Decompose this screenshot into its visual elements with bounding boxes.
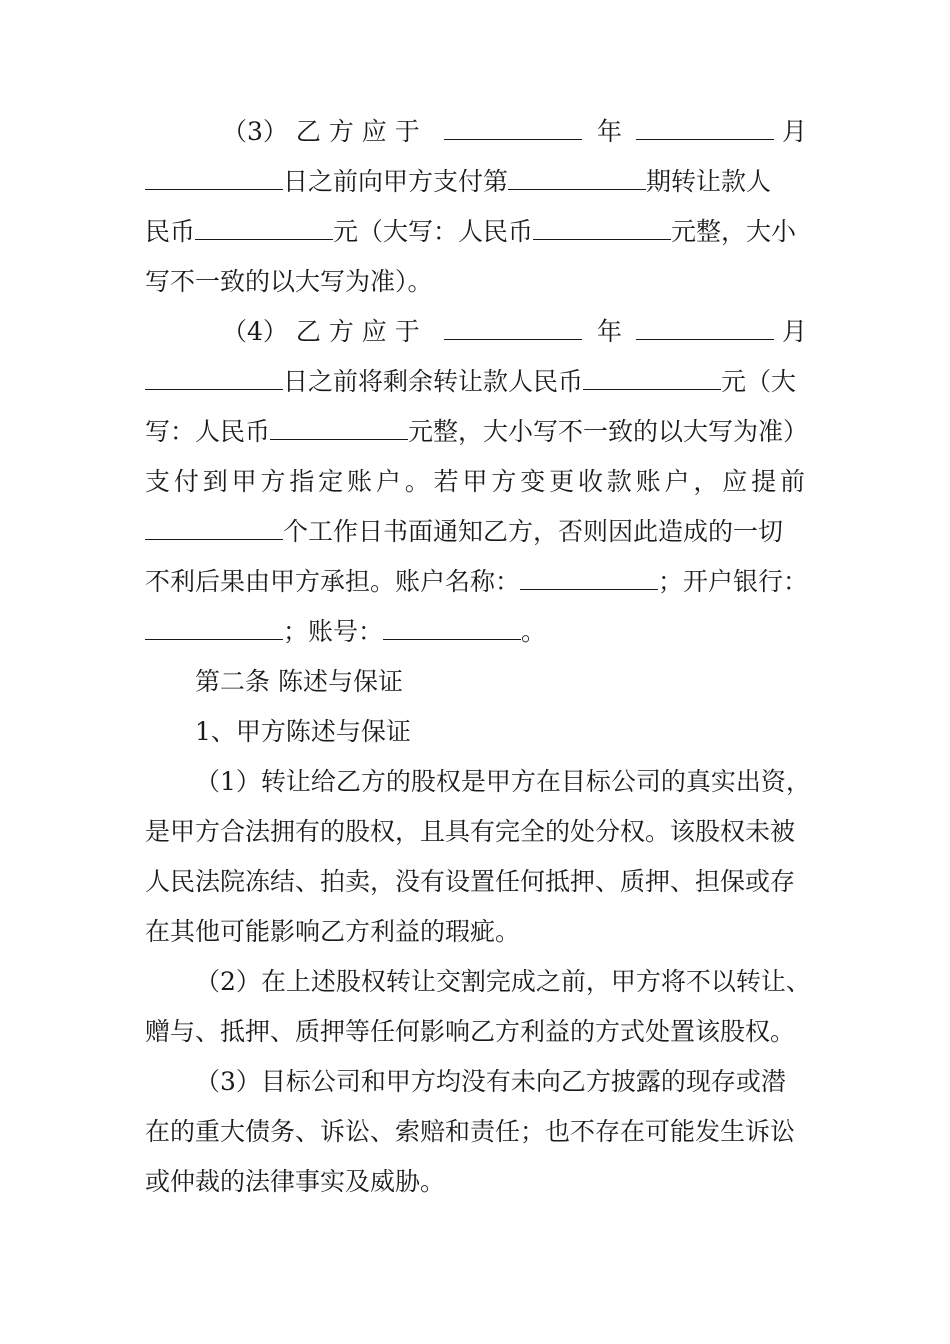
paragraph-text: （2）在上述股权转让交割完成之前，甲方将不以转让、 (195, 967, 811, 996)
blank-field[interactable] (636, 117, 774, 140)
bank-name-field[interactable] (145, 617, 283, 640)
p3-line2 (145, 1112, 795, 1152)
blank-field[interactable] (145, 517, 283, 540)
clause4-text: 元（大 (721, 367, 797, 396)
blank-field[interactable] (270, 417, 408, 440)
blank-field[interactable] (195, 217, 333, 240)
p1-line2 (145, 812, 795, 852)
blank-field[interactable] (444, 317, 582, 340)
clause4-text: （4） 乙 方 应 于 (222, 317, 420, 346)
clause4-line4 (145, 462, 805, 502)
clause4-line3 (145, 412, 808, 452)
clause4-text: 元整，大小写不一致的以大写为准） (408, 417, 809, 446)
clause3-text: 元（大写：人民币 (333, 217, 534, 246)
section-heading: 第二条 陈述与保证 (195, 667, 403, 696)
paragraph-text: （1）转让给乙方的股权是甲方在目标公司的真实出资， (195, 767, 811, 796)
clause4-line1-blank1 (444, 312, 582, 352)
blank-field[interactable] (583, 367, 721, 390)
p2-line1 (195, 962, 811, 1002)
year-label: 年 (597, 317, 623, 346)
paragraph-text: 人民法院冻结、拍卖，没有设置任何抵押、质押、担保或存 (145, 867, 796, 896)
clause4-text: 支付到甲方指定账户。若甲方变更收款账户，应提前 (145, 467, 805, 496)
clause3-text: （3） 乙 方 应 于 (222, 117, 420, 146)
clause3-line3 (145, 212, 796, 252)
clause3-line1 (222, 112, 420, 152)
clause4-line6 (145, 562, 808, 602)
p2-line2 (145, 1012, 795, 1052)
clause4-text: 日之前将剩余转让款人民币 (283, 367, 584, 396)
clause3-line1-blank2 (636, 112, 774, 152)
clause4-line1-year (597, 312, 622, 352)
clause3-line1-blank1 (444, 112, 582, 152)
clause4-text: 不利后果由甲方承担。账户名称： (145, 567, 521, 596)
p1-line1 (195, 762, 811, 802)
clause3-text: 民币 (145, 217, 196, 246)
year-label: 年 (597, 117, 623, 146)
clause4-line1-blank2 (636, 312, 774, 352)
p3-line3 (145, 1162, 445, 1202)
clause4-text: ；开户银行： (658, 567, 809, 596)
p1-line4 (145, 912, 520, 952)
blank-field[interactable] (444, 117, 582, 140)
paragraph-text: 在其他可能影响乙方利益的瑕疵。 (145, 917, 521, 946)
paragraph-text: 是甲方合法拥有的股权，且具有完全的处分权。该股权未被 (145, 817, 796, 846)
clause4-text: 。 (521, 617, 547, 646)
blank-field[interactable] (145, 367, 283, 390)
article2-heading (195, 662, 403, 702)
blank-field[interactable] (145, 167, 283, 190)
account-number-field[interactable] (383, 617, 521, 640)
account-name-field[interactable] (520, 567, 658, 590)
clause4-line2 (145, 362, 796, 402)
blank-field[interactable] (636, 317, 774, 340)
clause4-line7 (145, 612, 546, 652)
clause4-text: 写：人民币 (145, 417, 271, 446)
article2-sub1 (195, 712, 411, 752)
clause3-text: 日之前向甲方支付第 (283, 167, 509, 196)
clause3-line1-year (597, 112, 622, 152)
clause3-line1-month (782, 112, 807, 152)
paragraph-text: 在的重大债务、诉讼、索赔和责任；也不存在可能发生诉讼 (145, 1117, 796, 1146)
clause3-text: 写不一致的以大写为准）。 (145, 267, 433, 296)
paragraph-text: 或仲裁的法律事实及威胁。 (145, 1167, 446, 1196)
clause4-line5 (145, 512, 783, 552)
blank-field[interactable] (508, 167, 646, 190)
p1-line3 (145, 862, 795, 902)
clause4-text: 个工作日书面通知乙方，否则因此造成的一切 (283, 517, 784, 546)
clause3-text: 元整，大小 (671, 217, 797, 246)
clause3-line2 (145, 162, 771, 202)
blank-field[interactable] (533, 217, 671, 240)
paragraph-text: （3）目标公司和甲方均没有未向乙方披露的现存或潜 (195, 1067, 786, 1096)
paragraph-text: 赠与、抵押、质押等任何影响乙方利益的方式处置该股权。 (145, 1017, 796, 1046)
p3-line1 (195, 1062, 786, 1102)
clause4-line1-month (782, 312, 807, 352)
clause4-text: ；账号： (283, 617, 384, 646)
clause3-text: 期转让款人 (646, 167, 772, 196)
clause3-line4 (145, 262, 433, 302)
subsection-heading: 1、甲方陈述与保证 (195, 717, 411, 746)
month-label: 月 (782, 317, 808, 346)
month-label: 月 (782, 117, 808, 146)
clause4-line1 (222, 312, 420, 352)
